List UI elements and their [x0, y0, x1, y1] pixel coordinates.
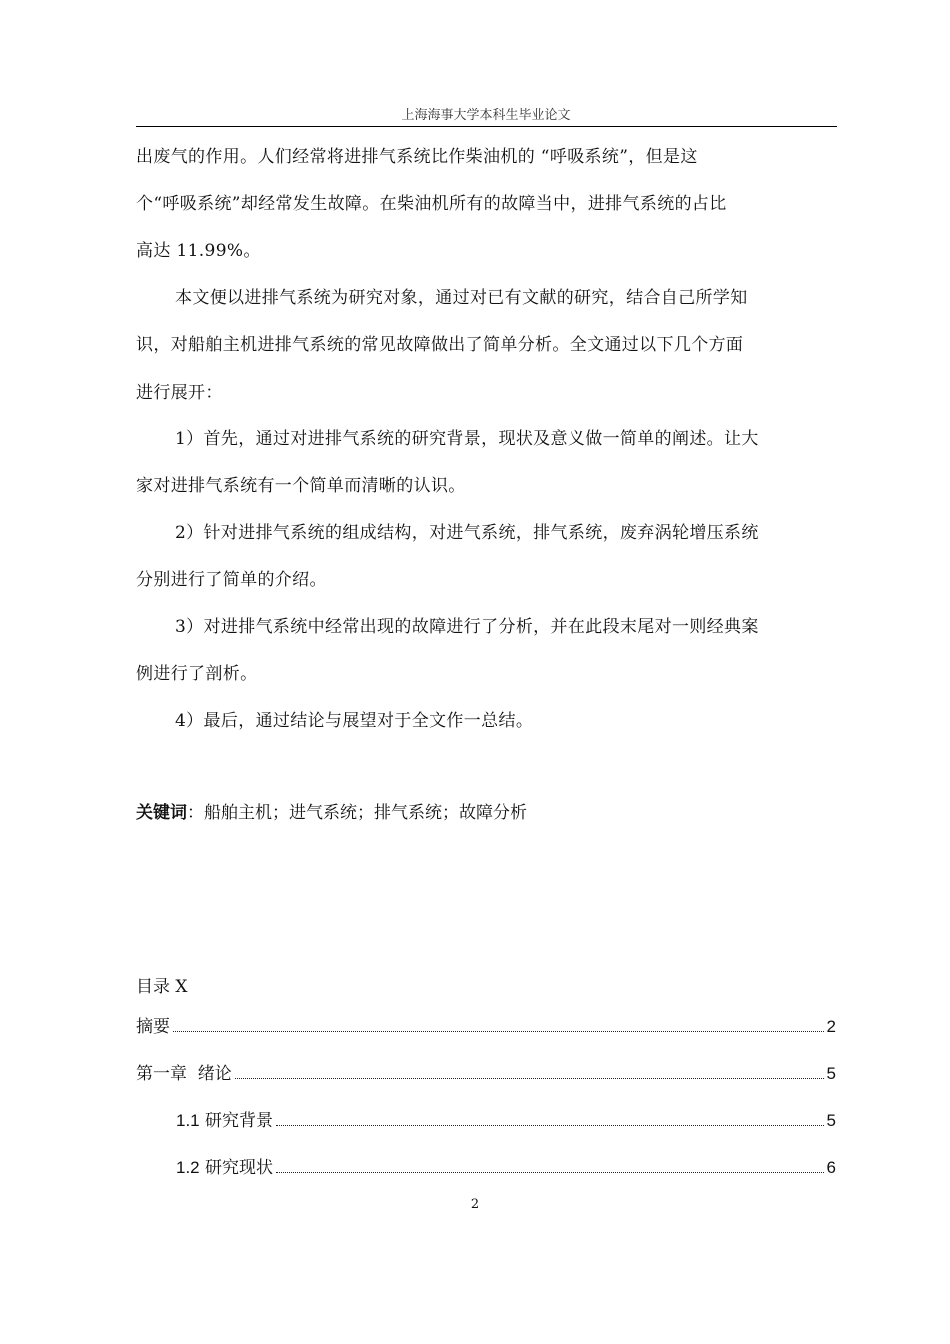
toc-leader-dots: [276, 1172, 823, 1173]
toc-entry-page: 5: [826, 1111, 836, 1130]
toc-entry-1-2[interactable]: [176, 1156, 836, 1178]
toc-entry-text: 摘要: [136, 1017, 170, 1037]
body-line-2: 个“呼吸系统”却经常发生故障。在柴油机所有的故障当中，进排气系统的占比: [136, 194, 727, 214]
body-line-10: 分别进行了简单的介绍。: [136, 570, 327, 590]
keywords: [136, 798, 527, 823]
running-header: 上海海事大学本科生毕业论文: [401, 108, 571, 123]
toc-leader-dots: [235, 1078, 824, 1079]
body-line-13: 4）最后，通过结论与展望对于全文作一总结。: [175, 711, 534, 731]
toc-entry-page: 6: [826, 1158, 836, 1177]
toc-entry-chapter-1[interactable]: [136, 1062, 836, 1084]
header-rule: [136, 126, 837, 127]
toc-leader-dots: [173, 1031, 824, 1032]
toc-entry-text: 第一章 绪论: [136, 1064, 232, 1084]
body-line-3: 高达 11.99%。: [136, 241, 261, 261]
toc-entry-number: 1.1: [176, 1111, 200, 1130]
toc-title: 目录 X: [136, 977, 188, 997]
toc-entry-page: 2: [826, 1017, 836, 1036]
body-line-1: 出废气的作用。人们经常将进排气系统比作柴油机的 “呼吸系统”，但是这: [136, 147, 698, 167]
page-number: 2: [470, 1197, 480, 1212]
body-line-5: 识，对船舶主机进排气系统的常见故障做出了简单分析。全文通过以下几个方面: [136, 335, 744, 355]
toc-entry-page: 5: [826, 1064, 836, 1083]
toc-entry-text: 研究现状: [199, 1158, 274, 1178]
toc-entry-abstract[interactable]: [136, 1015, 836, 1037]
toc-leader-dots: [276, 1125, 823, 1126]
body-line-6: 进行展开：: [136, 383, 223, 403]
body-line-11: 3）对进排气系统中经常出现的故障进行了分析，并在此段末尾对一则经典案: [175, 617, 759, 637]
body-line-9: 2）针对进排气系统的组成结构，对进气系统，排气系统，废弃涡轮增压系统: [175, 523, 759, 543]
keywords-label: 关键词: [136, 803, 187, 823]
body-line-12: 例进行了剖析。: [136, 664, 258, 684]
toc-entry-1-1[interactable]: [176, 1109, 836, 1131]
body-line-7: 1）首先，通过对进排气系统的研究背景，现状及意义做一简单的阐述。让大: [175, 429, 759, 449]
body-line-8: 家对进排气系统有一个简单而清晰的认识。: [136, 476, 466, 496]
keywords-text: ：船舶主机；进气系统；排气系统；故障分析: [187, 803, 527, 823]
toc-entry-number: 1.2: [176, 1158, 200, 1177]
body-line-4: 本文便以进排气系统为研究对象，通过对已有文献的研究，结合自己所学知: [175, 288, 748, 308]
toc-entry-text: 研究背景: [199, 1111, 274, 1131]
